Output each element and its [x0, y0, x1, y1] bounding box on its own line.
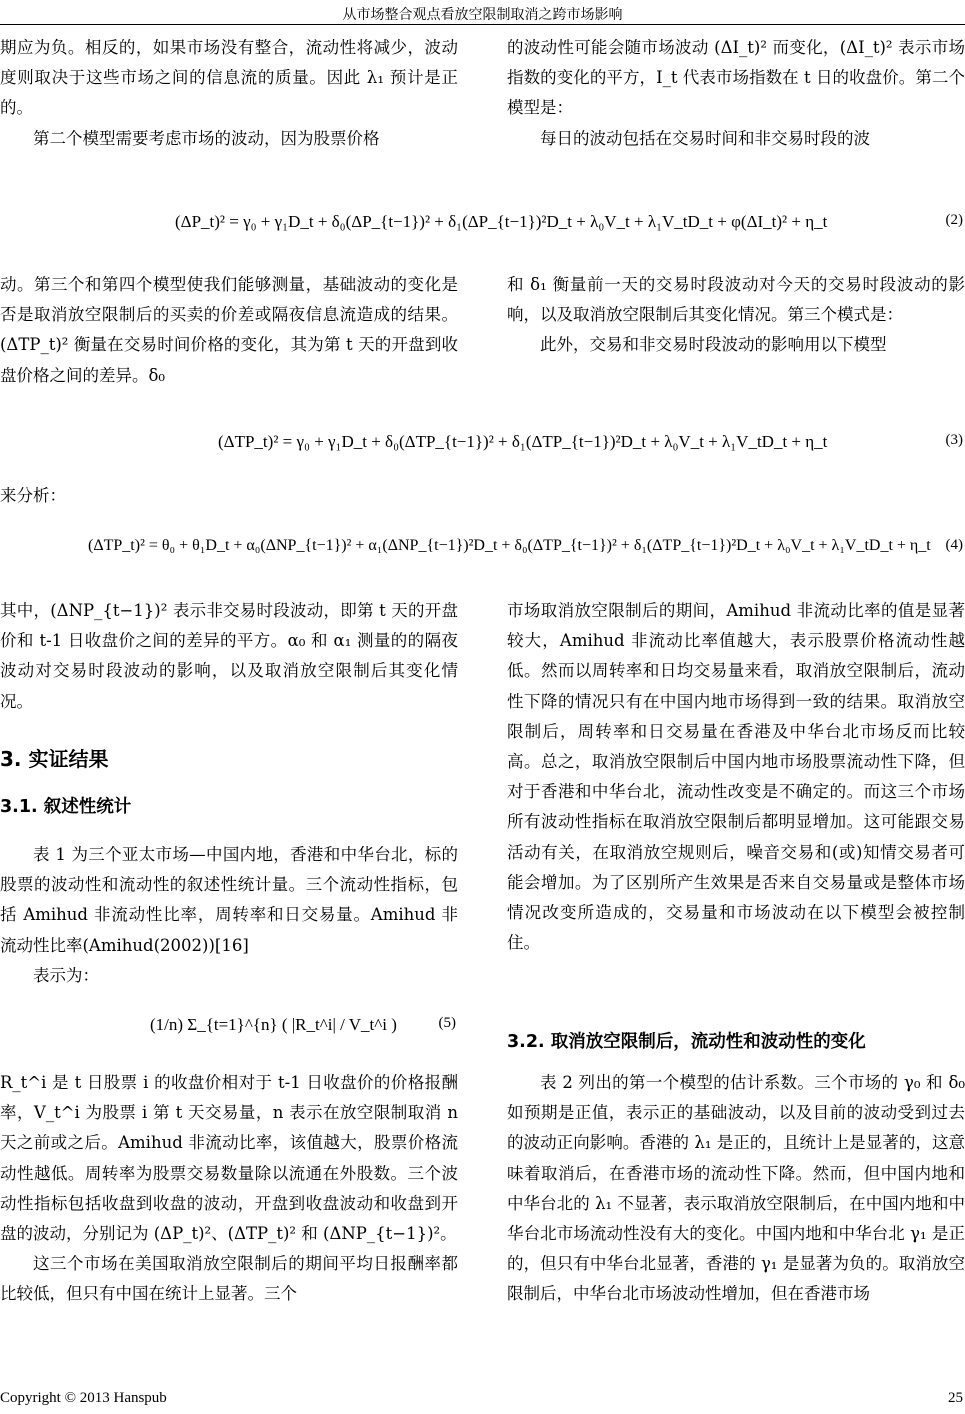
left-column-top	[0, 33, 458, 154]
left-column-bottom-a	[0, 596, 458, 717]
right-column-bottom-a	[507, 596, 965, 958]
running-header: 从市场整合观点看放空限制取消之跨市场影响	[342, 7, 623, 23]
paragraph: 表 1 为三个亚太市场—中国内地，香港和中华台北，标的股票的波动性和流动性的叙述性统计量。三个流动性指标，包括 Amihud 非流动性比率，周转率和日交易量。Amihud 非流动性比率(Amihud(2002))[16]	[0, 845, 458, 955]
equation-4	[0, 537, 965, 577]
equation-5-formula: (1/n) Σ_{t=1}^{n} ( |R_t^i| / V_t^i )	[150, 1015, 397, 1034]
paragraph: 期应为负。相反的，如果市场没有整合，流动性将减少，波动度则取决于这些市场之间的信息流的质量。因此 λ₁ 预计是正的。	[0, 38, 458, 118]
left-column-bottom-c	[0, 1068, 458, 1310]
analysis-label: 来分析：	[0, 486, 66, 505]
section-heading-3-2: 3.2. 取消放空限制后，流动性和波动性的变化	[507, 1032, 866, 1052]
equation-5	[0, 1015, 458, 1055]
paragraph: 此外，交易和非交易时段波动的影响用以下模型	[540, 335, 887, 355]
paragraph: 表示为：	[33, 965, 99, 985]
equation-2-formula: (ΔP_t)² = γ₀ + γ₁D_t + δ₀(ΔP_{t−1})² + δ₁(ΔP_{t−1})²D_t + λ₀V_t + λ₁V_tD_t + φ(ΔI_t)² + η_t	[175, 212, 828, 231]
paragraph: 动。第三个和第四个模型使我们能够测量，基础波动的变化是否是取消放空限制后的买卖的价差或隔夜信息流造成的结果。(ΔTP_t)² 衡量在交易时间价格的变化，其为第 t 天的开盘到收盘价格之间的差异。δ₀	[0, 275, 458, 385]
paragraph: 第二个模型需要考虑市场的波动，因为股票价格	[33, 128, 380, 148]
left-column-bottom-b	[0, 840, 458, 991]
equation-2-number: (2)	[945, 212, 963, 228]
equation-4-number: (4)	[945, 537, 963, 553]
paragraph: 和 δ₁ 衡量前一天的交易时段波动对今天的交易时段波动的影响，以及取消放空限制后其变化情况。第三个模式是：	[507, 275, 965, 325]
equation-4-formula: (ΔTP_t)² = θ₀ + θ₁D_t + α₀(ΔNP_{t−1})² + α₁(ΔNP_{t−1})²D_t + δ₀(ΔTP_{t−1})² + δ₁(ΔTP_{t−1})²D_t + λ₀V_t + λ₁V_tD_t + η_t	[88, 537, 931, 554]
right-column-middle	[507, 270, 965, 361]
section-heading-3: 3. 实证结果	[0, 747, 109, 771]
equation-3-formula: (ΔTP_t)² = γ₀ + γ₁D_t + δ₀(ΔTP_{t−1})² + δ₁(ΔTP_{t−1})²D_t + λ₀V_t + λ₁V_tD_t + η_t	[218, 432, 828, 451]
right-column-bottom-b	[507, 1068, 965, 1310]
paragraph: 的波动性可能会随市场波动 (ΔI_t)² 而变化，(ΔI_t)² 表示市场指数的变化的平方，I_t 代表市场指数在 t 日的收盘价。第二个模型是：	[507, 38, 965, 118]
paragraph: 这三个市场在美国取消放空限制后的期间平均日报酬率都比较低，但只有中国在统计上显著。三个	[0, 1254, 458, 1304]
equation-3	[0, 432, 965, 472]
paragraph: R_t^i 是 t 日股票 i 的收盘价相对于 t-1 日收盘价的价格报酬率，V_t^i 为股票 i 第 t 天交易量，n 表示在放空限制取消 n 天之前或之后。Amihud 非流动比率，该值越大，股票价格流动性越低。周转率为股票交易数量除以流通在外股数。三个波动性指标包括收盘到收盘的波动，开盘到收盘波动和收盘到开盘的波动，分别记为 (ΔP_t)²、(ΔTP_t)² 和 (ΔNP_{t−1})²。	[0, 1073, 458, 1244]
paragraph: 其中，(ΔNP_{t−1})² 表示非交易时段波动，即第 t 天的开盘价和 t-1 日收盘价之间的差异的平方。α₀ 和 α₁ 测量的的隔夜波动对交易时段波动的影响，以及取消放空限制后其变化情况。	[0, 601, 458, 711]
paragraph: 每日的波动包括在交易时间和非交易时段的波	[540, 128, 870, 148]
section-heading-3-1: 3.1. 叙述性统计	[0, 797, 132, 817]
page-number: 25	[948, 1390, 963, 1406]
right-column-top	[507, 33, 965, 154]
header-rule	[0, 24, 965, 25]
copyright-footer: Copyright © 2013 Hanspub	[0, 1390, 167, 1406]
equation-2	[0, 212, 965, 252]
left-column-middle	[0, 270, 458, 391]
equation-5-number: (5)	[438, 1015, 456, 1031]
equation-3-number: (3)	[945, 432, 963, 448]
paragraph: 表 2 列出的第一个模型的估计系数。三个市场的 γ₀ 和 δ₀ 如预期是正值，表示正的基础波动，以及目前的波动受到过去的波动正向影响。香港的 λ₁ 是正的，且统计上是显著的，这意味着取消后，在香港市场的流动性下降。然而，但中国内地和中华台北的 λ₁ 不显著，表示取消放空限制后，在中国内地和中华台北市场流动性没有大的变化。中国内地和中华台北 γ₁ 是正的，但只有中华台北显著，香港的 γ₁ 是显著为负的。取消放空限制后，中华台北市场波动性增加，但在香港市场	[507, 1073, 965, 1304]
paragraph: 市场取消放空限制后的期间，Amihud 非流动比率的值是显著较大，Amihud 非流动比率值越大，表示股票价格流动性越低。然而以周转率和日均交易量来看，取消放空限制后，流动性下降的情况只有在中国内地市场得到一致的结果。取消放空限制后，周转率和日交易量在香港及中华台北市场反而比较高。总之，取消放空限制后中国内地市场股票流动性下降，但对于香港和中华台北，流动性改变是不确定的。而这三个市场所有波动性指标在取消放空限制后都明显增加。这可能跟交易活动有关，在取消放空规则后，噪音交易和(或)知情交易者可能会增加。为了区别所产生效果是否来自交易量或是整体市场情况改变所造成的，交易量和市场波动在以下模型会被控制住。	[507, 601, 965, 953]
